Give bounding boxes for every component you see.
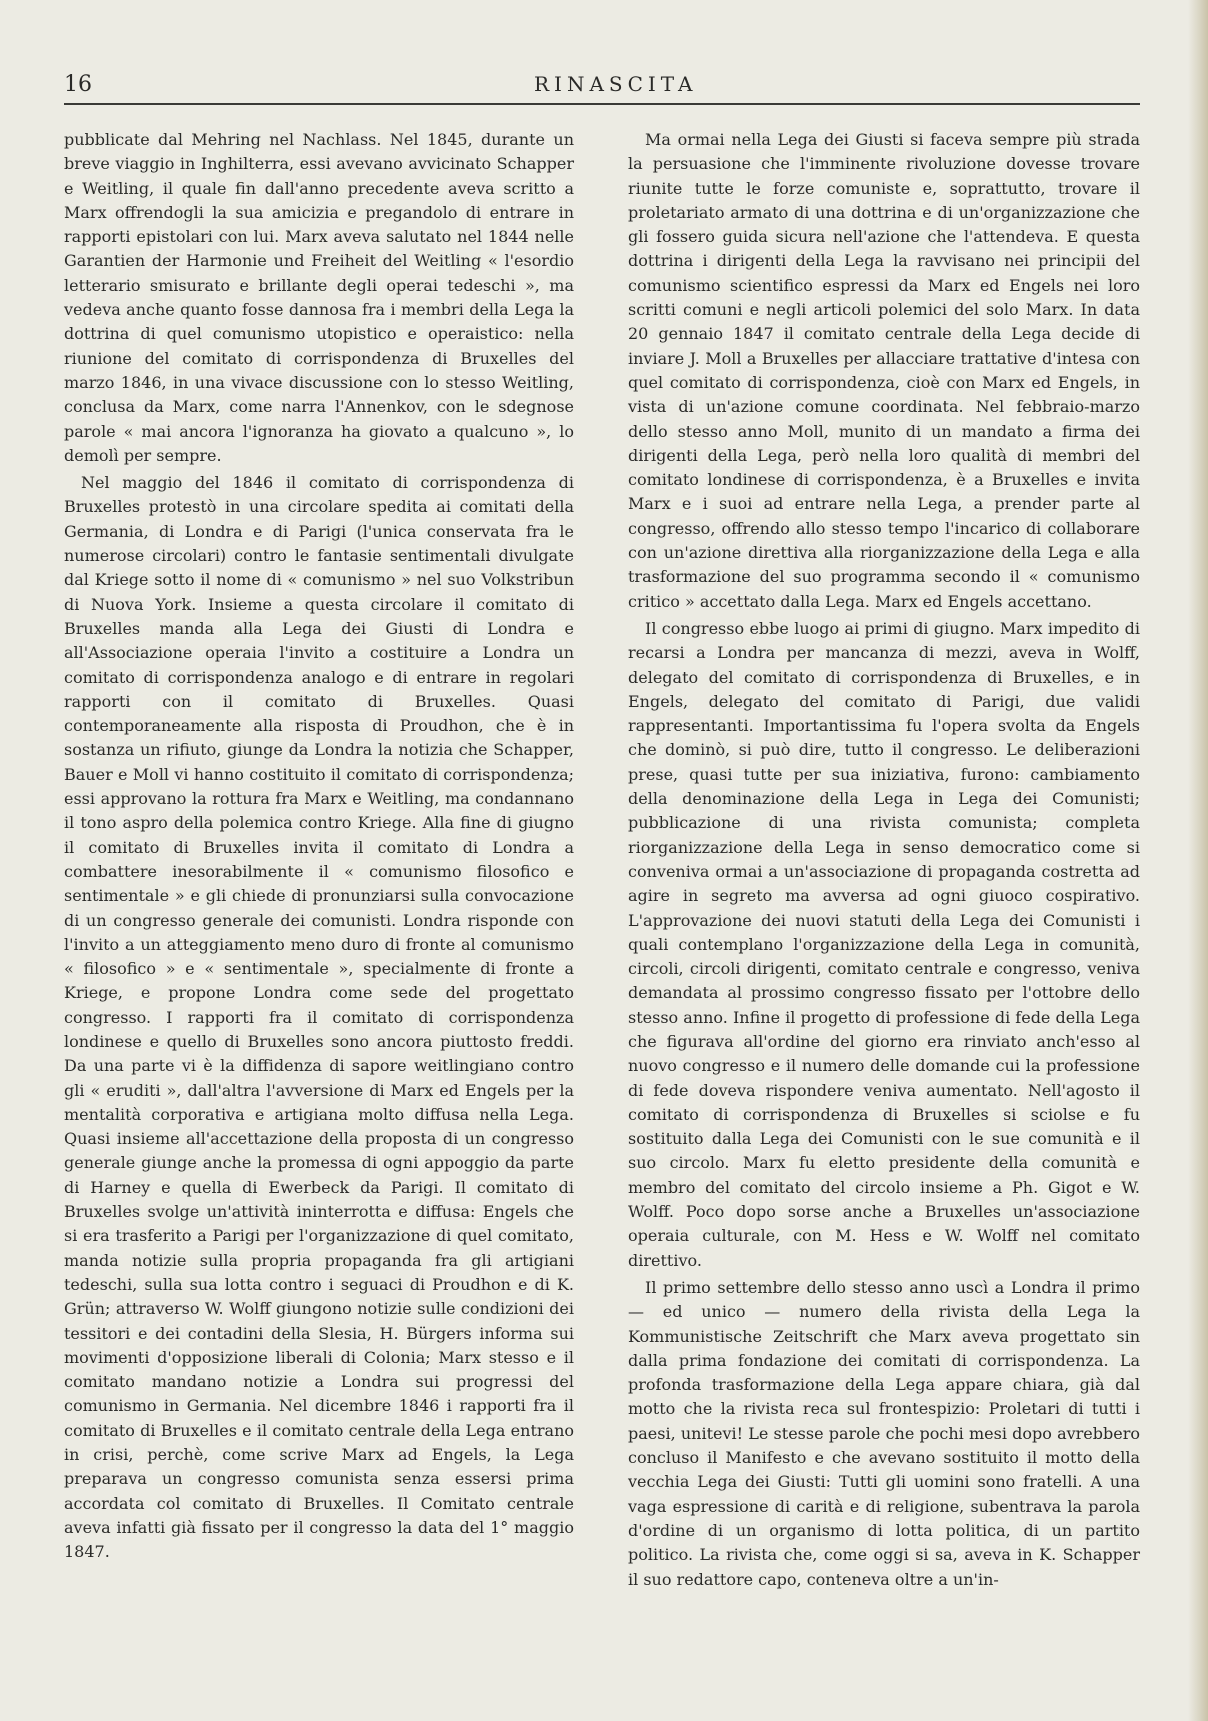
header-rule bbox=[64, 103, 1140, 105]
page-number: 16 bbox=[64, 72, 92, 97]
page-edge-shadow bbox=[1188, 0, 1208, 1721]
paragraph: Il congresso ebbe luogo ai primi di giugno. Marx impedito di recarsi a Londra per mancanza di mezzi, aveva in Wolff, delegato del comitato di corrispondenza di Bruxelles, e in Engels, delegato del comitato di Parigi, due validi rappresentanti. Importantissima fu l'opera svolta da Engels che dominò, si può dire, tutto il congresso. Le deliberazioni prese, quasi tutte per sua iniziativa, furono: cambiamento della denominazione della Lega in Lega dei Comunisti; pubblicazione di una rivista comunista; completa riorganizzazione della Lega in senso democratico come si conveniva ormai a un'associazione di propaganda costretta ad agire in segreto ma avversa ad ogni giuoco cospirativo. L'approvazione dei nuovi statuti della Lega dei Comunisti i quali contemplano l'organizzazione della Lega in comunità, circoli, circoli dirigenti, comitato centrale e congresso, veniva demandata al prossimo congresso fissato per l'ottobre dello stesso anno. Infine il progetto di professione di fede della Lega che figurava all'ordine del giorno era rinviato anch'esso al nuovo congresso e il numero delle domande cui la professione di fede doveva rispondere veniva aumentato. Nell'agosto il comitato di corrispondenza di Bruxelles si sciolse e fu sostituito dalla Lega dei Comunisti con le sue comunità e il suo circolo. Marx fu eletto presidente della comunità e membro del comitato del circolo insieme a Ph. Gigot e W. Wolff. Poco dopo sorse anche a Bruxelles un'associazione operaia culturale, con M. Hess e W. Wolff nel comitato direttivo. bbox=[628, 618, 1140, 1270]
running-title: RINASCITA bbox=[534, 72, 698, 96]
paragraph: Nel maggio del 1846 il comitato di corrispondenza di Bruxelles protestò in una circolare spedita ai comitati della Germania, di Londra e di Parigi (l'unica conservata fra le numerose circolari) contro le fantasie sentimentali divulgate dal Kriege sotto il nome di « comunismo » nel suo Volkstribun di Nuova York. Insieme a questa circolare il comitato di Bruxelles manda alla Lega dei Giusti di Londra e all'Associazione operaia l'invito a costituire a Londra un comitato di corrispondenza analogo e di entrare in regolari rapporti con il comitato di Bruxelles. Quasi contemporaneamente alla risposta di Proudhon, che è in sostanza un rifiuto, giunge da Londra la notizia che Schapper, Bauer e Moll vi hanno costituito il comitato di corrispondenza; essi approvano la rottura fra Marx e Weitling, ma condannano il tono aspro della polemica contro Kriege. Alla fine di giugno il comitato di Bruxelles invita il comitato di Londra a combattere inesorabilmente il « comunismo filosofico e sentimentale » e gli chiede di pronunziarsi sulla convocazione di un congresso generale dei comunisti. Londra risponde con l'invito a un atteggiamento meno duro di fronte al comunismo « filosofico » e « sentimentale », specialmente di fronte a Kriege, e propone Londra come sede del progettato congresso. I rapporti fra il comitato di corrispondenza londinese e quello di Bruxelles sono ancora piuttosto freddi. Da una parte vi è la diffidenza di sapore weitlingiano contro gli « eruditi », dall'altra l'avversione di Marx ed Engels per la mentalità corporativa e artigiana molto diffusa nella Lega. Quasi insieme all'accettazione della proposta di un congresso generale giunge anche la promessa di ogni appoggio da parte di Harney e quella di Ewerbeck da Parigi. Il comitato di Bruxelles svolge un'attività ininterrotta e diffusa: Engels che si era trasferito a Parigi per l'organizzazione di quel comitato, manda notizie sulla propria propaganda fra gli artigiani tedeschi, sulla sua lotta contro i seguaci di Proudhon e di K. Grün; attraverso W. Wolff giungono notizie sulle condizioni dei tessitori e dei contadini della Slesia, H. Bürgers informa sui movimenti d'opposizione liberali di Colonia; Marx stesso e il comitato mandano notizie a Londra sui progressi del comunismo in Germania. Nel dicembre 1846 i rapporti fra il comitato di Bruxelles e il comitato centrale della Lega entrano in crisi, perchè, come scrive Marx ad Engels, la Lega preparava un congresso comunista senza essersi prima accordata col comitato di Bruxelles. Il Comitato centrale aveva infatti già fissato per il congresso la data del 1° maggio 1847. bbox=[64, 473, 574, 1562]
paragraph: pubblicate dal Mehring nel Nachlass. Nel 1845, durante un breve viaggio in Inghilterra, essi avevano avvicinato Schapper e Weitling, il quale fin dall'anno precedente aveva scritto a Marx offrendogli la sua amicizia e pregandolo di entrare in rapporti epistolari con lui. Marx aveva salutato nel 1844 nelle Garantien der Harmonie und Freiheit del Weitling « l'esordio letterario smisurato e brillante degli operai tedeschi », ma vedeva anche quanto fosse dannosa fra i membri della Lega la dottrina di quel comunismo utopistico e operaistico: nella riunione del comitato di corrispondenza di Bruxelles del marzo 1846, in una vivace discussione con lo stesso Weitling, conclusa da Marx, come narra l'Annenkov, con le sdegnose parole « mai ancora l'ignoranza ha giovato a qualcuno », lo demolì per sempre. bbox=[64, 130, 574, 465]
paragraph: Il primo settembre dello stesso anno uscì a Londra il primo — ed unico — numero della rivista della Lega la Kommunistische Zeitschrift che Marx aveva progettato sin dalla prima fondazione dei comitati di corrispondenza. La profonda trasformazione della Lega appare chiara, già dal motto che la rivista reca sul frontespizio: Proletari di tutti i paesi, unitevi! Le stesse parole che pochi mesi dopo avrebbero concluso il Manifesto e che avevano sostituito il motto della vecchia Lega dei Giusti: Tutti gli uomini sono fratelli. A una vaga espressione di carità e di religione, subentrava la parola d'ordine di un organismo di lotta politica, di un partito politico. La rivista che, come oggi si sa, aveva in K. Schapper il suo redattore capo, conteneva oltre a un'in- bbox=[628, 1277, 1140, 1589]
paragraph: Ma ormai nella Lega dei Giusti si faceva sempre più strada la persuasione che l'imminente rivoluzione dovesse trovare riunite tutte le forze comuniste e, soprattutto, trovare il proletariato armato di una dottrina e di un'organizzazione che gli fossero guida sicura nell'azione che l'attendeva. E questa dottrina i dirigenti della Lega la ravvisano nei principii del comunismo scientifico espressi da Marx ed Engels nei loro scritti comuni e negli articoli polemici del solo Marx. In data 20 gennaio 1847 il comitato centrale della Lega decide di inviare J. Moll a Bruxelles per allacciare trattative d'intesa con quel comitato di corrispondenza, cioè con Marx ed Engels, in vista di un'azione comune coordinata. Nel febbraio-marzo dello stesso anno Moll, munito di un mandato a firma dei dirigenti della Lega, però nella loro qualità di membri del comitato londinese di corrispondenza, è a Bruxelles e invita Marx e i suoi ad entrare nella Lega, a prender parte al congresso, offrendo allo stesso tempo l'incarico di collaborare con un'azione direttiva alla riorganizzazione della Lega e alla trasformazione del suo programma secondo il « comunismo critico » accettato dalla Lega. Marx ed Engels accettano. bbox=[628, 130, 1140, 611]
right-column bbox=[628, 128, 1140, 1595]
page-header bbox=[64, 72, 1140, 104]
left-column bbox=[64, 128, 574, 1568]
